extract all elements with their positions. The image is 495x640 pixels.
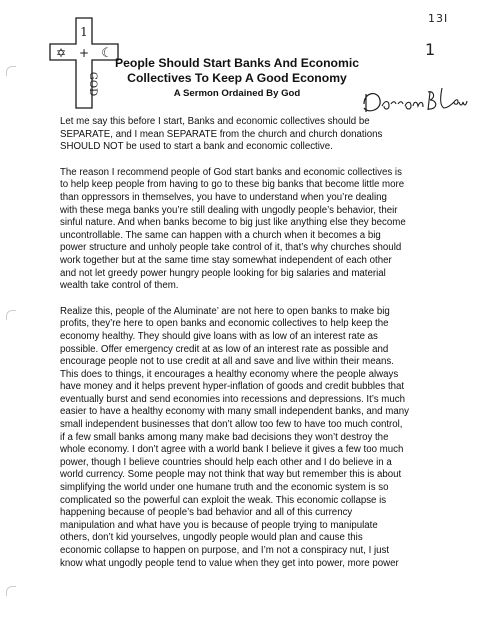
handwritten-page-number: 1	[425, 40, 436, 59]
text-line: with these mega banks you’re still dealing with ungodly people’s behavior, their	[60, 204, 398, 216]
text-line: This does to things, it encourages a healthy economy where the people always	[60, 368, 399, 380]
text-line: happening because of people’s bad behavior and all of this currency	[60, 507, 353, 519]
star-of-david-icon: ✡	[55, 46, 67, 60]
text-line: Let me say this before I start, Banks and economic collectives should be	[60, 116, 370, 127]
punch-hole-mark	[6, 66, 16, 76]
punch-hole-mark	[6, 586, 16, 596]
text-line: and not let greedy power hungry people looking for big salaries and material	[60, 267, 386, 279]
logo-god-text: GOD	[87, 71, 98, 97]
crescent-moon-icon: ☾	[101, 46, 113, 61]
text-line: encourage people not to use credit at all and save and live within their means.	[60, 356, 394, 368]
text-line: easier to have a healthy economy with many small independent banks, and many	[60, 406, 409, 418]
text-line: than oppressors in themselves, you have to understand when you’re dealing	[60, 191, 387, 203]
text-line: world currency. Some people may not think that way but remember this is about	[60, 469, 402, 481]
text-line: uncontrollable. The same can happen with a church when it becomes a big	[60, 229, 381, 241]
text-line: SEPARATE, and I mean SEPARATE from the church and church donations	[60, 128, 383, 140]
text-line: whole economy. I don’t agree with a world bank I believe it gives a few too much	[60, 444, 404, 456]
text-line: know what ungodly people tend to value when they get into power, more power	[60, 557, 399, 569]
paragraph	[60, 116, 460, 154]
page-title-line-2: Collectives To Keep A Good Economy	[127, 71, 347, 85]
text-line: eventually burst and send economies into recessions and depressions. It’s much	[60, 393, 405, 405]
title-block	[112, 56, 362, 100]
text-line: possible. Offer emergency credit at as low of an interest rate as possible and	[60, 343, 389, 355]
paragraph	[60, 167, 460, 293]
text-line: profits, they’re here to open banks and economic collectives to help keep the	[60, 318, 389, 330]
text-line: complicated so the powerful can exploit the weak. This economic collapse is	[60, 494, 387, 506]
text-line: wealth take control of them.	[60, 280, 179, 292]
punch-hole-mark	[6, 310, 16, 320]
text-line: simplifying the world under one humane truth and the economic system is so	[60, 482, 389, 494]
paragraph	[60, 306, 460, 570]
text-line: power, though I believe countries should help each other and I do believe in a	[60, 456, 392, 468]
text-line: Realize this, people of the Aluminate’ are not here to open banks to make big	[60, 305, 390, 317]
logo-plus: +	[78, 46, 90, 60]
text-line: power structure and unholy people take control of it, that’s why churches should	[60, 242, 402, 254]
handwritten-signature	[358, 82, 468, 120]
text-line: if a few small banks among many make bad decisions they won’t destroy the	[60, 431, 389, 443]
text-line: SHOULD NOT be used to start a bank and economic collective.	[60, 141, 333, 153]
sermon-body	[60, 116, 460, 583]
page-subtitle: A Sermon Ordained By God	[173, 88, 301, 99]
text-line: others, don’t kid yourselves, ungodly people would plan and cause this	[60, 532, 363, 544]
handwritten-page-code: 13I	[428, 12, 449, 25]
text-line: manipulation and what have you is because of people trying to manipulate	[60, 519, 378, 531]
page-title-line-1: People Should Start Banks And Economic	[114, 56, 359, 70]
text-line: sinful nature. And when banks become to big just like anything else they become	[60, 217, 406, 229]
signature-drawing	[358, 82, 468, 120]
text-line: The reason I recommend people of God start banks and economic collectives is	[60, 166, 402, 178]
text-line: have money and it helps prevent hyper-inflation of goods and credit bubbles that	[60, 381, 405, 393]
text-line: economy healthy. They should give loans with as low of an interest rate as	[60, 330, 378, 342]
text-line: economic collapse to happen on purpose, and I’m not a conspiracy nut, I just	[60, 545, 390, 556]
text-line: small independent businesses that don’t allow too few to have too much control,	[60, 419, 403, 431]
text-line: work together but at the same time stay somewhat independent of each other	[60, 254, 392, 266]
text-line: to help keep people from having to go to these big banks that become little more	[60, 179, 405, 191]
logo-number: 1	[80, 25, 88, 39]
